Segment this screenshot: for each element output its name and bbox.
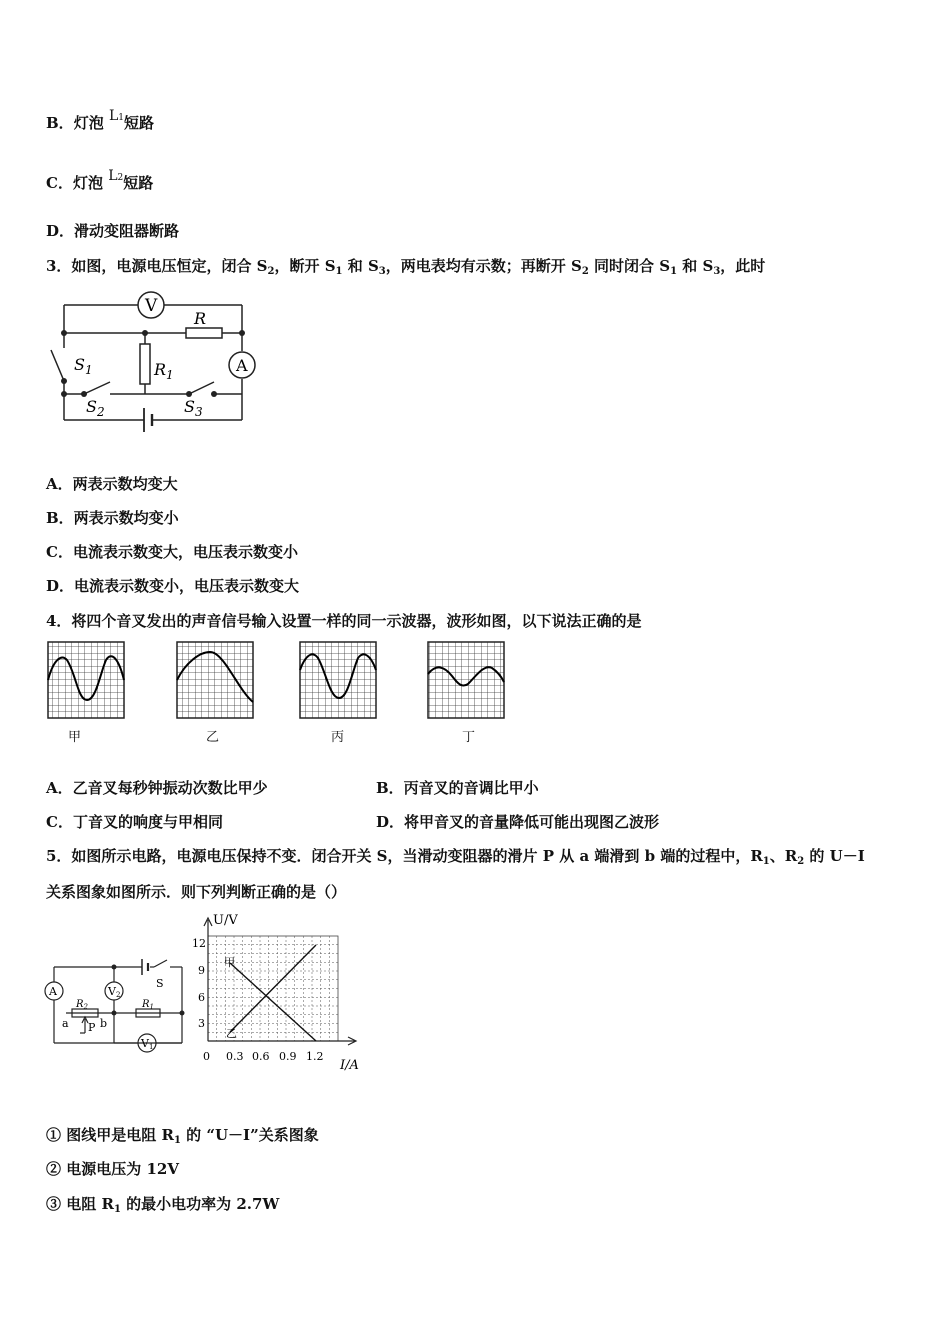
q2-option-b: B．灯泡 L1短路 [46,108,154,132]
q2-option-d: D．滑动变阻器断路 [46,222,180,240]
wave-label-bing: 丙 [331,730,345,745]
q5-statement-2: ② 电源电压为 12V [46,1160,179,1178]
switch-s2-label: $S_2$ [86,397,105,419]
x-tick-1.2: 1.2 [306,1050,324,1063]
q2-option-c: C．灯泡 L2短路 [46,168,154,192]
q5-switch-label: S [156,977,164,990]
q3-option-c: C．电流表示数变大，电压表示数变小 [46,543,298,561]
y-tick-12: 12 [192,937,206,950]
waveform-jia [48,642,124,718]
q4-option-b: B．丙音叉的音调比甲小 [376,779,539,797]
q5-circuit-diagram [42,955,192,1060]
q4-stem: 4．将四个音叉发出的声音信号输入设置一样的同一示波器，波形如图，以下说法正确的是 [46,612,642,630]
q5-stem-line2: 关系图象如图所示．则下列判断正确的是（） [46,883,347,901]
voltmeter-label: V [145,296,158,316]
q5-v2-label: V2 [108,985,121,999]
ammeter-label: A [236,356,248,375]
wave-label-ding: 丁 [462,730,476,745]
x-tick-0.6: 0.6 [252,1050,270,1063]
y-tick-9: 9 [198,964,205,977]
waveform-yi [177,642,253,718]
wave-label-jia: 甲 [68,730,82,745]
q3-circuit-diagram [46,288,276,438]
y-tick-3: 3 [198,1017,205,1030]
q4-oscilloscope-waveforms [0,640,950,724]
q5-ui-graph [190,910,370,1075]
wave-label-yi: 乙 [206,730,220,745]
x-tick-0.9: 0.9 [279,1050,297,1063]
resistor-r1-label: $R_1$ [154,360,174,382]
switch-s3-label: $S_3$ [184,397,203,419]
q5-slider-p-label: P [88,1021,96,1034]
x-tick-0: 0 [203,1050,210,1063]
q5-r2-label: $R_2$ [76,999,88,1011]
q3-option-b: B．两表示数均变小 [46,509,179,527]
q4-option-d: D．将甲音叉的音量降低可能出现图乙波形 [376,813,660,831]
resistor-r-label: R [194,309,207,328]
q5-v1-label: V1 [141,1037,154,1051]
q5-end-b-label: b [100,1017,108,1030]
q5-end-a-label: a [62,1017,69,1030]
q5-statement-1: ① 图线甲是电阻 $R_1$ 的 “U－I”关系图象 [46,1126,319,1146]
q3-option-d: D．电流表示数变小，电压表示数变大 [46,577,300,595]
q5-statement-3: ③ 电阻 $R_1$ 的最小电功率为 2.7W [46,1195,280,1215]
y-tick-6: 6 [198,991,205,1004]
graph-y-label: U/V [213,913,238,928]
q3-option-a: A．两表示数均变大 [46,475,178,493]
curve-yi-label: 乙 [226,1027,237,1040]
x-tick-0.3: 0.3 [226,1050,244,1063]
graph-x-label: I/A [340,1058,359,1073]
q5-r1-label: $R_1$ [142,999,154,1011]
q5-ammeter-label: A [49,985,57,998]
curve-jia-label: 甲 [224,956,235,969]
waveform-bing [300,642,376,718]
waveform-ding [428,642,504,718]
switch-s1-label: $S_1$ [74,355,93,377]
q4-option-c: C．丁音叉的响度与甲相同 [46,813,223,831]
q4-option-a: A．乙音叉每秒钟振动次数比甲少 [46,779,268,797]
q3-stem: 3．如图，电源电压恒定，闭合 $S_2$，断开 $S_1$ 和 $S_3$，两电表均有示数；再断开 $S_2$ 同时闭合 $S_1$ 和 $S_3$，此时 [46,257,766,277]
q5-stem-line1: 5．如图所示电路，电源电压保持不变．闭合开关 S，当滑动变阻器的滑片 P 从 a 端滑到 b 端的过程中，$R_1$、$R_2$ 的 U－I [46,847,865,867]
